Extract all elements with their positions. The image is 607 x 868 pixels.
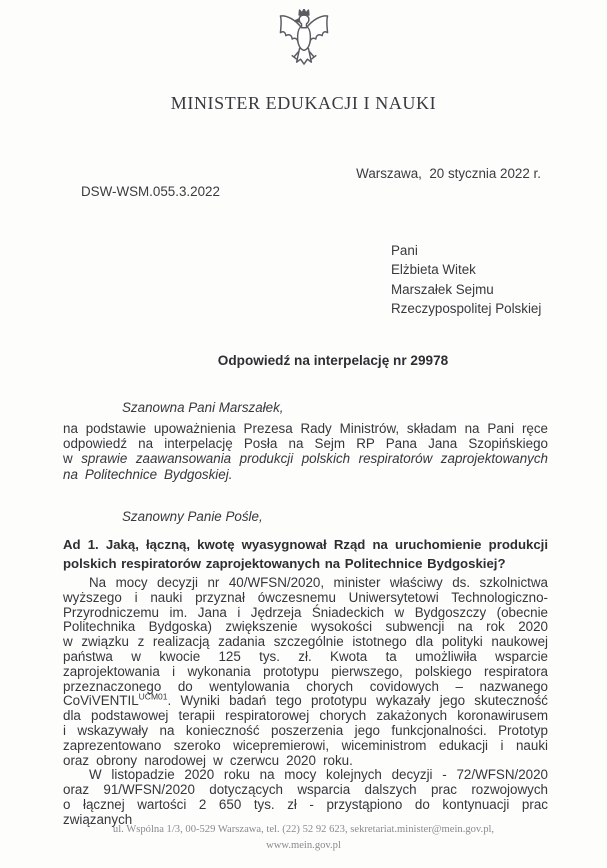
answer-body xyxy=(63,576,548,828)
salutation-posel: Szanowny Panie Pośle, xyxy=(122,509,263,524)
answer-paragraph-2: W listopadzie 2020 roku na mocy kolejnych decyzji - 72/WFSN/2020 oraz 91/WFSN/2020 dotyczących wsparcia dalszych prac rozwojowych o łącznej wartości 2 650 tys. zł - przystąpiono do kontynuacji prac związanych xyxy=(63,767,548,827)
footer-address-line: ul. Wspólna 1/3, 00-529 Warszawa, tel. (22) 52 92 623, sekretariat.minister@mein.gov.pl, xyxy=(112,824,495,835)
addressee-line-salutation: Pani xyxy=(391,243,418,258)
poland-coat-of-arms xyxy=(277,9,331,82)
intro-text: na podstawie upoważnienia Prezesa Rady Ministrów, składam na Pani ręce odpowiedź na interpelację Posła na Sejm RP Pana Jana Szopińskiego w xyxy=(63,421,548,467)
footer-website-line: www.mein.gov.pl xyxy=(266,840,341,851)
salutation-marszalek: Szanowna Pani Marszałek, xyxy=(122,400,284,415)
addressee-block xyxy=(391,241,541,318)
question-heading: Ad 1. Jaką, łączną, kwotę wyasygnował Rząd na uruchomienie produkcji polskich respiratorów zaprojektowanych na Politechnice Bydgoskiej? xyxy=(63,537,548,571)
answer-paragraph-1 xyxy=(63,576,548,768)
letterhead-title: MINISTER EDUKACJI I NAUKI xyxy=(170,93,437,113)
intro-paragraph xyxy=(63,421,548,482)
addressee-line-name: Elżbieta Witek xyxy=(391,262,476,278)
answer-p1-text: Na mocy decyzji nr 40/WFSN/2020, minister właściwy ds. szkolnictwa wyższego i nauki przyznał ówczesnemu Uniwersytetowi Technologiczno-Przyrodniczemu im. Jana i Jędrzeja Śniadeckich w Bydgoszczy (obecnie Politechnika Bydgoska) zwiększenie wysokości subwencji na rok 2020 w związku z realizacją zadania szczególnie istotnego dla polityki naukowej państwa w kwocie 125 tys. zł. Kwota ta umożliwiła wsparcie zaprojektowania i wykonania prototypu pierwszego, polskiego respiratora przeznaczonego do wentylowania chorych covidowych – nazwanego CoViVENTIL xyxy=(63,575,548,709)
subject-line: Odpowiedź na interpelację nr 29978 xyxy=(217,353,449,368)
footer xyxy=(0,822,607,854)
answer-p1-continuation: . Wyniki badań tego prototypu wykazały jego skuteczność dla podstawowej terapii respiratorowej chorych zakażonych koronawirusem i wskazywały na konieczność poszerzenia jego funkcjonalności. Prototyp zaprezentowano szeroko wicepremierowi, wiceministrom edukacji i nauki oraz obrony narodowej w czerwcu 2020 roku. xyxy=(63,693,548,768)
white-eagle-icon xyxy=(277,9,331,77)
addressee-line-role: Marszałek Sejmu xyxy=(391,281,494,297)
reference-number: DSW-WSM.055.3.2022 xyxy=(81,184,220,199)
coviventil-superscript: UCM01 xyxy=(138,691,168,702)
interpellation-title-italic: sprawie zaawansowania produkcji polskich respiratorów zaprojektowanych na Politechnice Bydgoskiej. xyxy=(63,451,548,482)
place-and-date: Warszawa, 20 stycznia 2022 r. xyxy=(356,166,541,181)
addressee-line-institution: Rzeczypospolitej Polskiej xyxy=(391,300,542,316)
